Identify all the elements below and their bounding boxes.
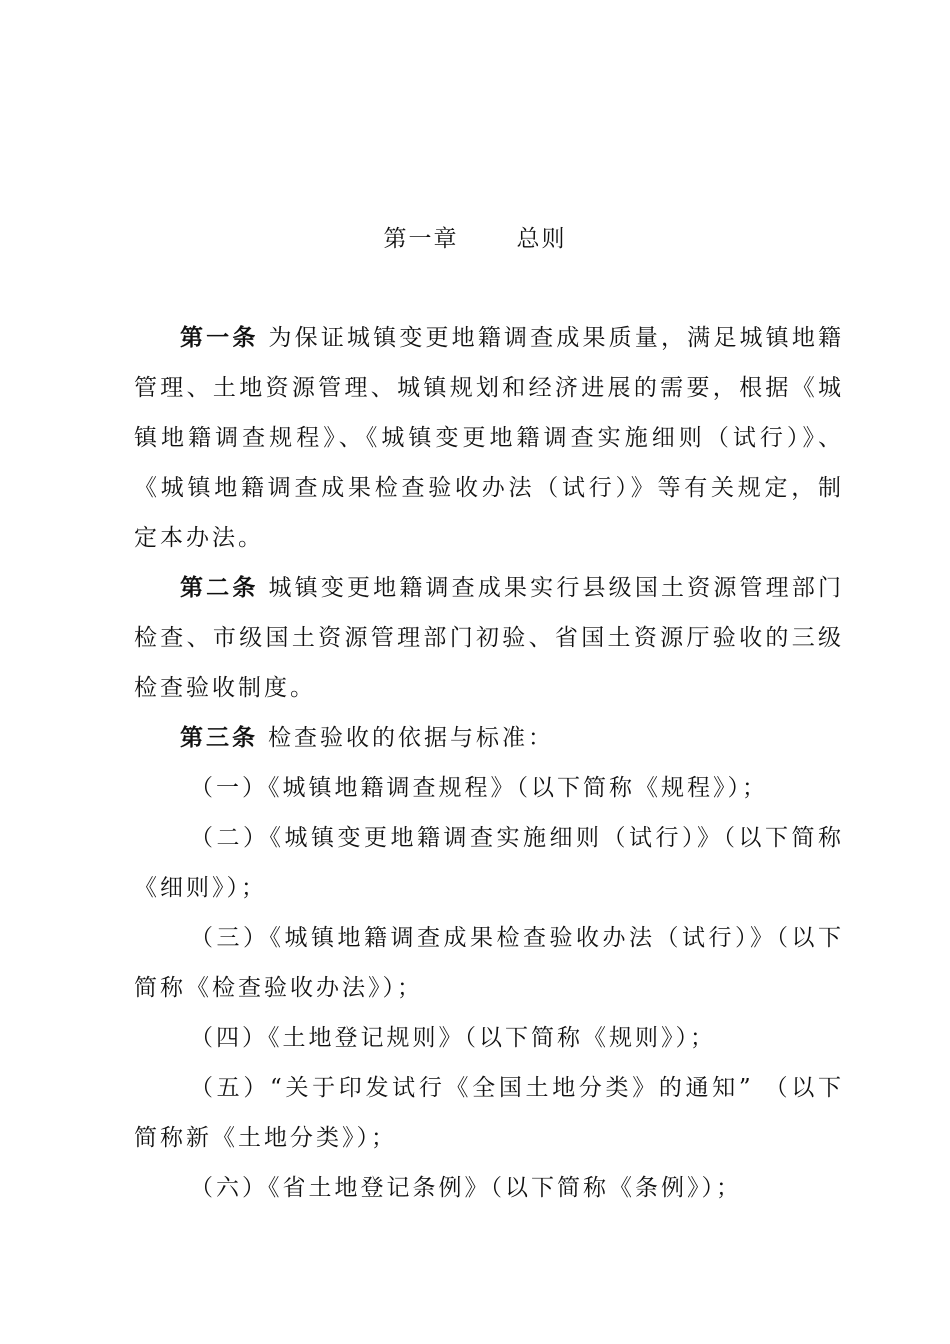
- list-item: （二）《城镇变更地籍调查实施细则（试行）》（以下简称《细则》）；: [134, 825, 844, 901]
- chapter-heading: [0, 220, 950, 253]
- article-label: 第二条: [180, 574, 259, 601]
- chapter-title: 总则: [516, 226, 567, 252]
- article-text: 检查验收的依据与标准：: [268, 725, 554, 751]
- article-label: 第一条: [180, 324, 259, 351]
- list-item: （四）《土地登记规则》（以下简称《规则》）；: [190, 1025, 716, 1051]
- article-2: [134, 563, 844, 713]
- list-item: （三）《城镇地籍调查成果检查验收办法（试行）》（以下简称《检查验收办法》）；: [134, 925, 844, 1001]
- article-3: [134, 713, 844, 763]
- chapter-number: 第一章: [383, 226, 459, 252]
- list-item: （六）《省土地登记条例》（以下简称《条例》）；: [190, 1175, 742, 1201]
- article-text: 为保证城镇变更地籍调查成果质量，满足城镇地籍管理、土地资源管理、城镇规划和经济进展的需要，根据《城镇地籍调查规程》、《城镇变更地籍调查实施细则（试行）》、《城镇地籍调查成果检查验收办法（试行）》等有关规定，制定本办法。: [134, 325, 844, 551]
- article-text: 城镇变更地籍调查成果实行县级国土资源管理部门检查、市级国土资源管理部门初验、省国土资源厅验收的三级检查验收制度。: [134, 575, 844, 701]
- document-body: [134, 313, 844, 1213]
- article-label: 第三条: [180, 724, 258, 751]
- list-item: （一）《城镇地籍调查规程》（以下简称《规程》）；: [190, 775, 768, 801]
- list-item: （五）“关于印发试行《全国土地分类》的通知” （以下简称新《土地分类》）；: [134, 1075, 844, 1151]
- article-1: [134, 313, 844, 563]
